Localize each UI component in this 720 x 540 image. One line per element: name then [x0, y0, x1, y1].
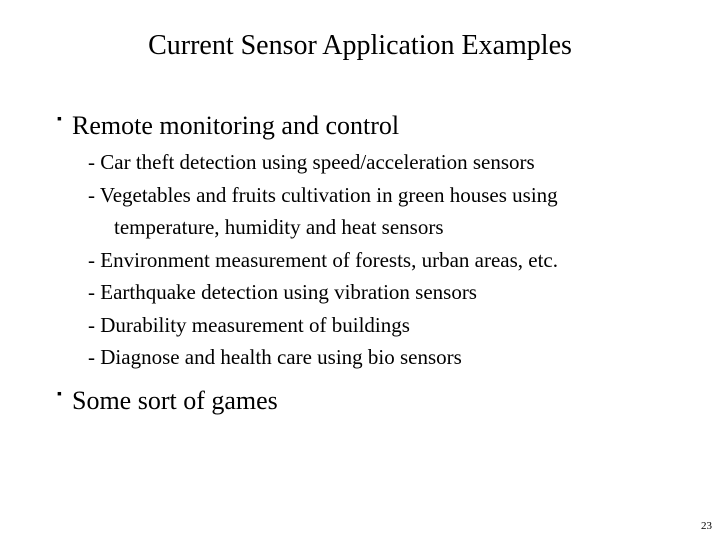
- bullet-games: [57, 385, 278, 417]
- list-item-continuation: temperature, humidity and heat sensors: [114, 215, 444, 239]
- list-item: - Vegetables and fruits cultivation in green houses using: [88, 182, 558, 207]
- list-item: - Diagnose and health care using bio sensors: [88, 345, 462, 369]
- sub-list: [88, 146, 558, 374]
- bullet-square-icon: ▪: [57, 387, 62, 402]
- bullet-text: Remote monitoring and control: [72, 111, 400, 140]
- bullet-square-icon: ▪: [57, 112, 62, 127]
- list-item: - Durability measurement of buildings: [88, 312, 410, 337]
- slide-title: Current Sensor Application Examples: [148, 30, 572, 61]
- list-item: - Earthquake detection using vibration sensors: [88, 280, 477, 304]
- bullet-text: Some sort of games: [72, 386, 278, 415]
- bullet-remote-monitoring: [57, 110, 399, 142]
- page-number: 23: [701, 520, 712, 532]
- list-item: - Car theft detection using speed/acceleration sensors: [88, 150, 535, 174]
- list-item: - Environment measurement of forests, urban areas, etc.: [88, 247, 558, 272]
